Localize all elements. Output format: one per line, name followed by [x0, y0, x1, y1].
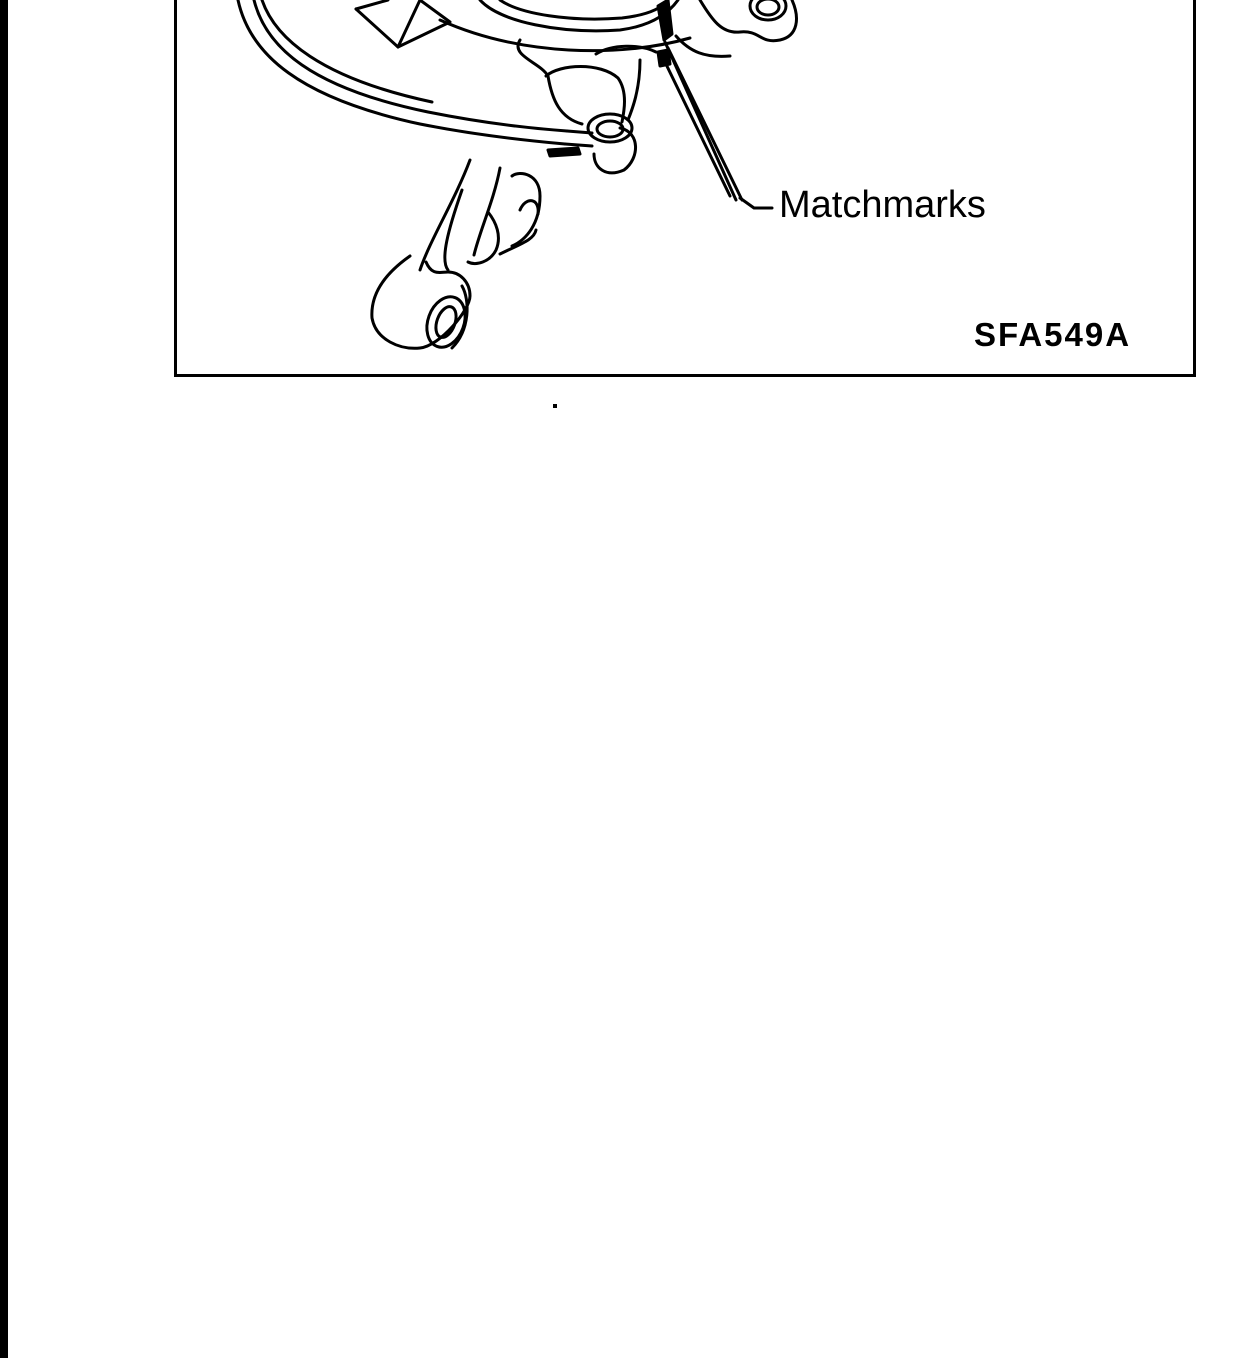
hub-rim [440, 0, 690, 51]
callout-leader [664, 42, 772, 208]
stray-mark [553, 404, 557, 408]
matchmarks-label: Matchmarks [779, 184, 986, 226]
knuckle-body [420, 40, 656, 270]
figure-code: SFA549A [974, 316, 1132, 353]
baffle-plate-outer-ring [238, 0, 592, 146]
upper-bolt-ear [676, 0, 796, 56]
steering-arm [372, 256, 472, 353]
matchmark-patches [548, 0, 672, 156]
plate-window [356, 0, 450, 47]
